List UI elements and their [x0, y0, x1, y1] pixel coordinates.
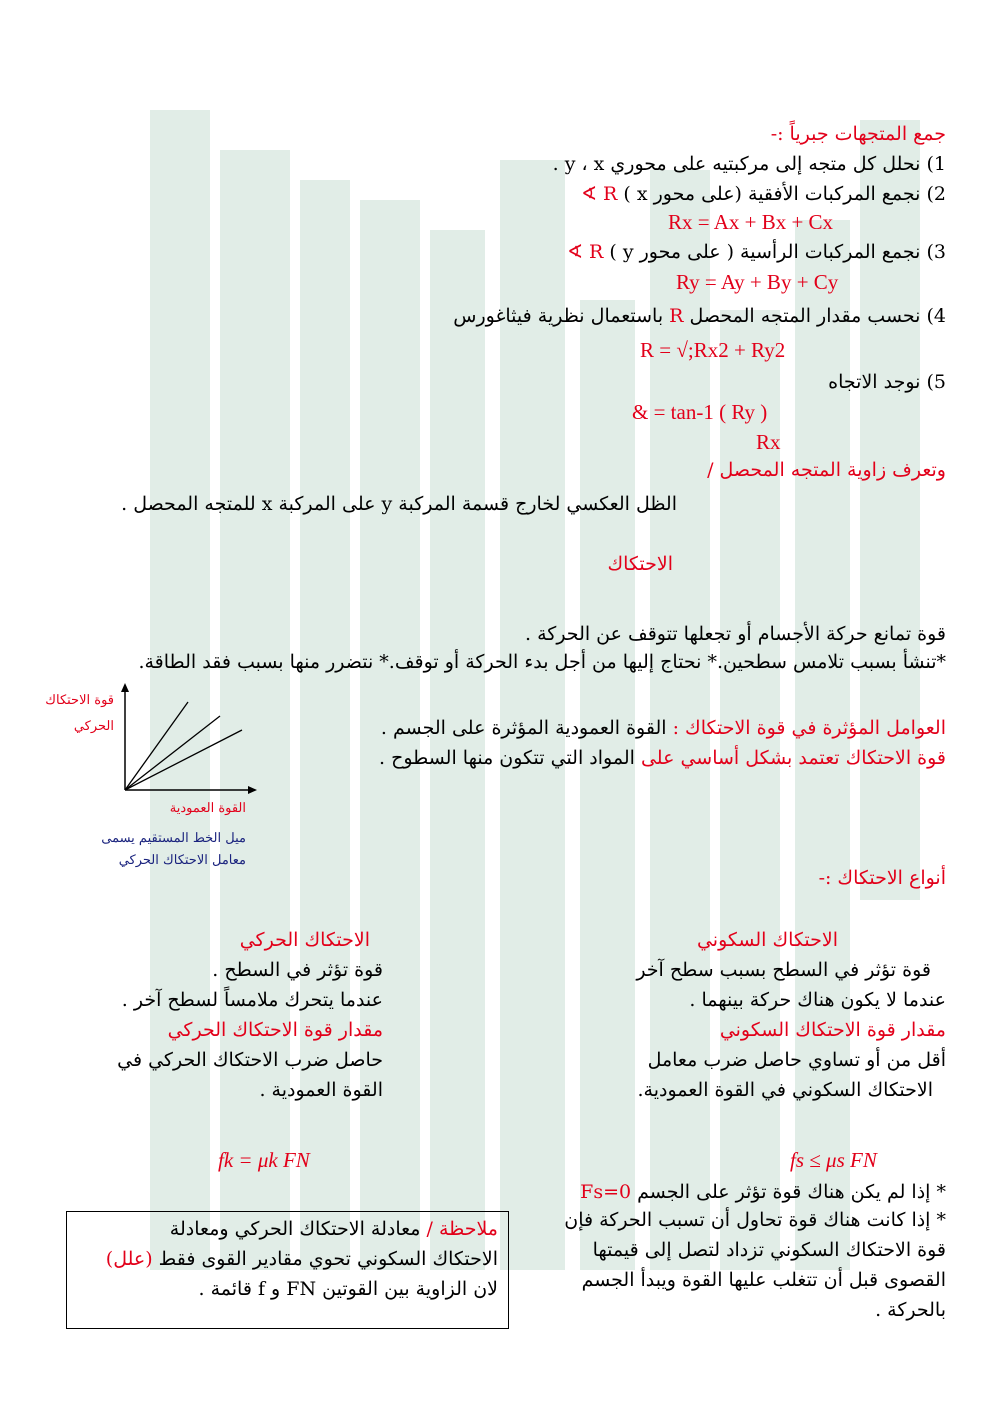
angle-definition-label: وتعرف زاوية المتجه المحصل /	[707, 459, 946, 481]
static-note-2-line-3: القصوى قبل أن تتغلب عليها القوة ويبدأ الجسم	[581, 1269, 946, 1291]
static-friction-line-2: عندما لا يكون هناك حركة بينهما .	[689, 989, 946, 1011]
friction-depends: قوة الاحتكاك تعتمد بشكل أساسي على المواد التي تتكون منها السطوح .	[378, 747, 946, 769]
vectors-step-1: 1) نحلل كل متجه إلى مركبتيه على محوري y ، x .	[552, 153, 946, 175]
note-line-3: لان الزاوية بين القوتين FN و f قائمة .	[198, 1278, 498, 1300]
note-line-1: ملاحظة / معادلة الاحتكاك الحركي ومعادلة	[169, 1218, 498, 1240]
graph-line-steep	[125, 702, 188, 790]
graph-caption-1: ميل الخط المستقيم يسمى	[101, 831, 246, 846]
static-friction-title: الاحتكاك السكوني	[696, 929, 838, 951]
note-box	[66, 1211, 509, 1329]
vectors-step-4: 4) نحسب مقدار المتجه المحصل R باستعمال نظرية فيثاغورس	[453, 305, 946, 327]
formula-resultant: R = √;Rx2 + Ry2	[640, 338, 786, 362]
kinetic-friction-amount-1: حاصل ضرب الاحتكاك الحركي في	[117, 1049, 383, 1071]
step-3-symbol: R ∢	[567, 241, 604, 263]
graph-x-label: القوة العمودية	[169, 801, 246, 816]
friction-origin: *تنشأ بسبب تلامس سطحين.* نحتاج إليها من أجل بدء الحركة أو توقف.* نتضرر منها بسبب فقد الطاقة.	[138, 651, 946, 673]
kinetic-friction-line-1: قوة تؤثر في السطح .	[212, 959, 383, 981]
graph-caption-2: معامل الاحتكاك الحركي	[118, 853, 246, 868]
x-axis-arrow	[248, 786, 257, 794]
graph-line-shallow	[125, 730, 242, 790]
static-note-2-line-2: قوة الاحتكاك السكوني تزداد لتصل إلى قيمتها	[592, 1239, 946, 1261]
static-friction-amount-2: الاحتكاك السكوني في القوة العمودية.	[637, 1079, 933, 1101]
static-friction-amount-1: أقل من أو تساوي حاصل ضرب معامل	[647, 1049, 946, 1071]
static-friction-formula: fs ≤ μs FN	[790, 1148, 877, 1172]
friction-title: الاحتكاك	[607, 553, 673, 575]
friction-graph	[110, 680, 260, 800]
note-line-2: الاحتكاك السكوني تحوي مقادير القوى فقط (علل)	[105, 1248, 498, 1270]
kinetic-friction-amount-label: مقدار قوة الاحتكاك الحركي	[167, 1019, 383, 1041]
friction-factors: العوامل المؤثرة في قوة الاحتكاك : القوة العمودية المؤثرة على الجسم .	[380, 717, 946, 739]
graph-line-medium	[125, 716, 220, 790]
static-friction-amount-label: مقدار قوة الاحتكاك السكوني	[719, 1019, 946, 1041]
graph-y-label-1: قوة الاحتكاك	[45, 693, 114, 708]
formula-angle: & = tan-1 ( Ry )	[632, 400, 768, 424]
angle-definition-text: الظل العكسي لخارج قسمة المركبة y على المركبة x للمتجه المحصل .	[121, 493, 677, 515]
static-note-1: * إذا لم يكن هناك قوة تؤثر على الجسم Fs=0	[580, 1181, 946, 1203]
vectors-step-3: 3) نجمع المركبات الرأسية ( على محور y ) R ∢	[567, 241, 946, 263]
friction-types-heading: أنواع الاحتكاك :-	[818, 867, 946, 889]
vectors-heading: جمع المتجهات جبرياً :-	[770, 123, 946, 145]
step-2-symbol: R ∢	[581, 183, 618, 205]
graph-y-label-2: الحركي	[73, 719, 114, 734]
vectors-step-2: 2) نجمع المركبات الأفقية (على محور x ) R ∢	[581, 183, 946, 205]
kinetic-friction-title: الاحتكاك الحركي	[239, 929, 370, 951]
kinetic-friction-formula: fk = μk FN	[218, 1148, 310, 1172]
friction-definition: قوة تمانع حركة الأجسام أو تجعلها تتوقف عن الحركة .	[525, 623, 946, 645]
static-note-2-line-1: * إذا كانت هناك قوة تحاول أن تسبب الحركة فإن	[564, 1209, 946, 1231]
formula-ry: Ry = Ay + By + Cy	[676, 270, 839, 294]
vectors-step-5: 5) نوجد الاتجاه	[828, 371, 946, 393]
kinetic-friction-line-2: عندما يتحرك ملامساً لسطح آخر .	[121, 989, 383, 1011]
y-axis-arrow	[121, 683, 129, 692]
static-friction-line-1: قوة تؤثر في السطح بسبب سطح آخر	[636, 959, 931, 981]
formula-angle-denominator: Rx	[756, 430, 781, 454]
formula-rx: Rx = Ax + Bx + Cx	[668, 210, 834, 234]
kinetic-friction-amount-2: القوة العمودية .	[259, 1079, 383, 1101]
static-note-2-line-4: بالحركة .	[875, 1299, 946, 1321]
